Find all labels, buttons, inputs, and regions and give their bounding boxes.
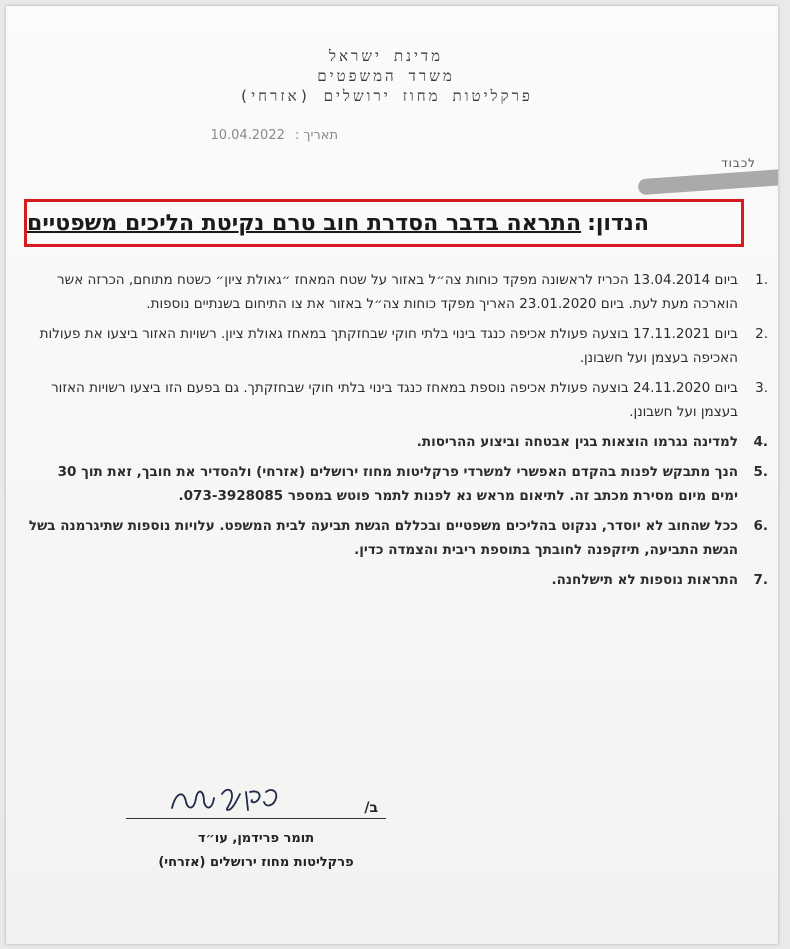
item-text: ביום 13.04.2014 הכריז לראשונה מפקד כוחות צה״ל באזור על שטח המאחז ״גאולת ציון״ כשטח מתוחם, הכרזה אשר הוארכה מעת לעת. ביום 23.01.2020 האריך מפקד כוחות צה״ל באזור את צו התיחום בשנתיים נוספות. [57,272,738,312]
list-item [28,568,774,592]
date-label: תאריך : [295,128,338,143]
subject-highlight [24,199,744,247]
item-number: 1. [755,272,768,288]
item-text: למדינה נגרמו הוצאות בגין אבטחה וביצוע ההריסות. [416,434,738,450]
item-number: 3. [755,380,768,396]
greeting: לכבוד [721,156,756,170]
subject-label: הנדון: [587,210,649,236]
item-text: ככל שהחוב לא יוסדר, ננקוט בהליכים משפטיים ובכללם הגשת תביעה לבית המשפט. עלויות נוספות שתיגרמנה בשל הגשת התביעה, תיזקפנה לחובתך בתוספת ריבית והצמדה כדין. [28,518,738,558]
signature-line [126,776,386,819]
item-text: ביום 17.11.2021 בוצעה פעולת אכיפה כנגד בינוי בלתי חוקי שבחזקתך במאחז גאולת ציון. רשויות האזור ביצעו את פעולות האכיפה בעצמן ועל חשבונן. [39,326,738,366]
date-value: 10.04.2022 [210,128,285,143]
item-number: 5. [753,464,768,480]
list-item [28,460,774,508]
item-number: 2. [755,326,768,342]
list-item [28,268,774,316]
item-number: 7. [753,572,768,588]
date-row [118,128,338,143]
letterhead [206,46,566,106]
letter-page [6,6,778,944]
signature-prefix: ב/ [364,800,378,816]
item-text: הנך מתבקש לפנות בהקדם האפשרי למשרדי פרקליטות מחוז ירושלים (אזרחי) ולהסדיר את חובך, זאת תוך 30 ימים מיום מסירת מכתב זה. לתיאום מראש נא לפנות לתמר פוטש במספר 073-3928085. [57,464,738,504]
list-item [28,322,774,370]
letterhead-office: פרקליטות מחוז ירושלים (אזרחי) [239,87,533,105]
list-item [28,376,774,424]
letterhead-ministry: משרד המשפטים [317,67,455,85]
item-text: התראות נוספות לא תישלחנה. [551,572,738,588]
subject-text: התראה בדבר הסדרת חוב טרם נקיטת הליכים משפטיים [27,210,582,236]
list-item [28,430,774,454]
signer-name: תומר פרידמן, עו״ד [197,831,315,846]
item-text: ביום 24.11.2020 בוצעה פעולת אכיפה נוספת במאחז כנגד בינוי בלתי חוקי שבחזקתך. גם בפעם הזו ביצעו רשויות האזור בעצמן ועל חשבונן. [51,380,738,420]
item-number: 4. [753,434,768,450]
list-item [28,514,774,562]
letterhead-state: מדינת ישראל [328,47,444,65]
redacted-recipient [638,169,778,195]
item-number: 6. [753,518,768,534]
signature-block [126,776,386,875]
letter-body [28,268,774,598]
signer-office: פרקליטות מחוז ירושלים (אזרחי) [158,855,354,870]
handwritten-signature [166,780,286,818]
